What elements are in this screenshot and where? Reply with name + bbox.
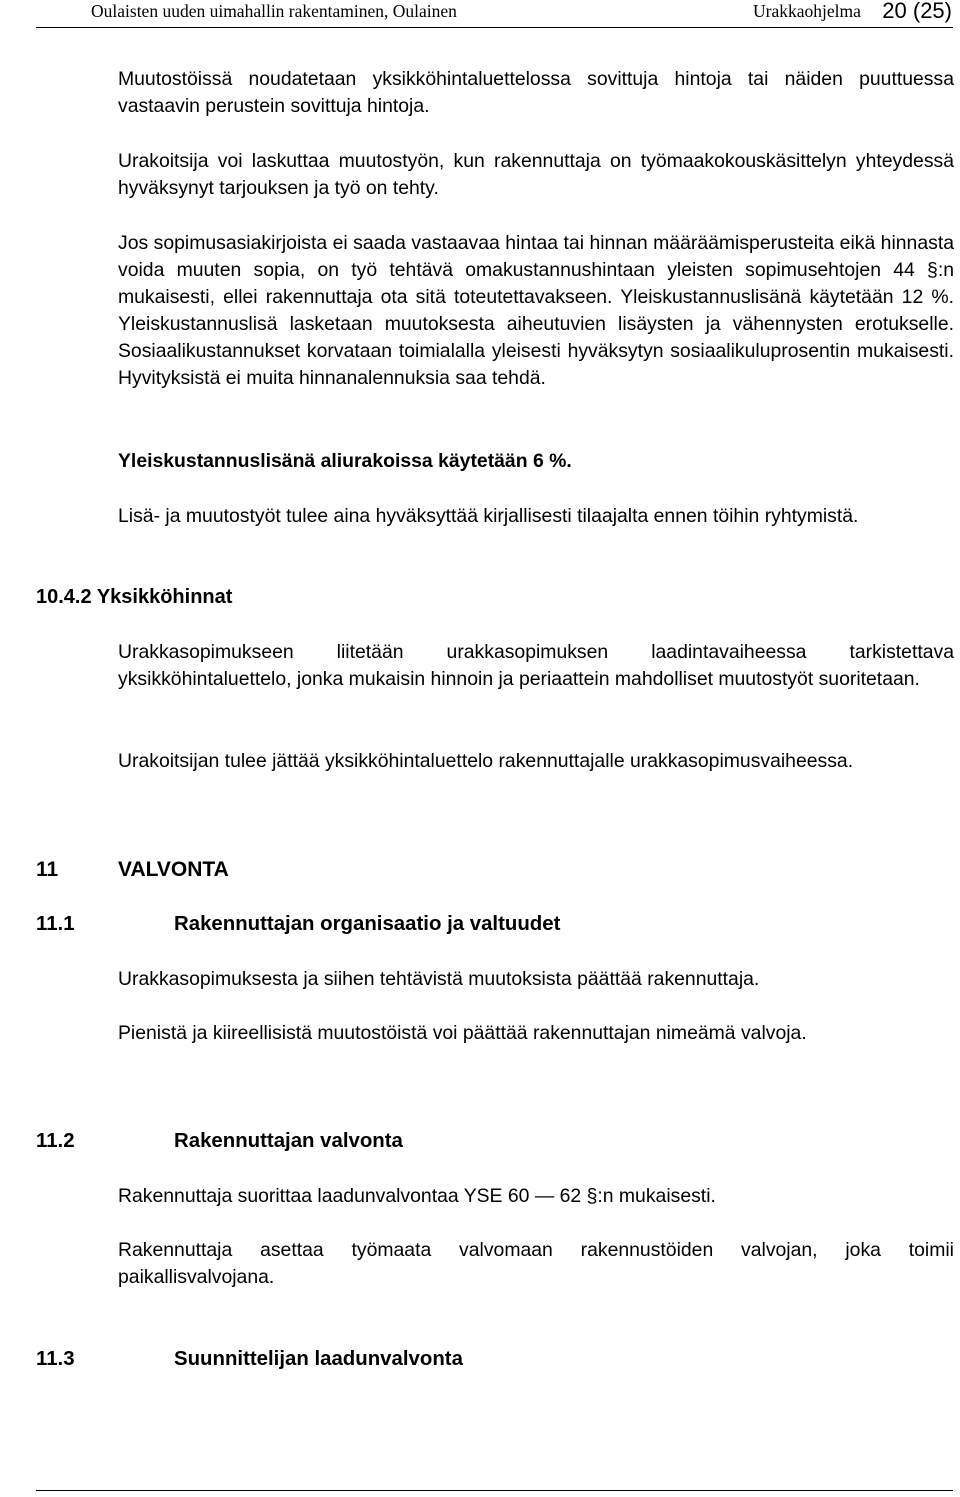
heading-11-1	[36, 911, 560, 938]
footer-rule	[36, 1490, 953, 1491]
paragraph-minor-changes: Pienistä ja kiireellisistä muutostöistä voi päättää rakennuttajan nimeämä valvoja.	[118, 1022, 807, 1044]
paragraph-unit-prices: Muutostöissä noudatetaan yksikköhintaluettelossa sovittuja hintoja tai näiden puuttuessa vastaavin perustein sovittuja hintoja.	[118, 68, 954, 117]
heading-title: VALVONTA	[118, 858, 229, 881]
heading-title: Suunnittelijan laadunvalvonta	[174, 1348, 463, 1370]
header-document-title: Oulaisten uuden uimahallin rakentaminen, Oulainen	[91, 1, 457, 21]
paragraph-subcontract-overhead: Yleiskustannuslisänä aliurakoissa käytetään 6 %.	[118, 450, 572, 472]
heading-number: 11.1	[36, 913, 75, 935]
heading-title: Yksikköhinnat	[96, 586, 233, 608]
paragraph-invoicing: Urakoitsija voi laskuttaa muutostyön, kun rakennuttaja on työmaakokouskäsittelyn yhteydessä hyväksynyt tarjouksen ja työ on tehty.	[118, 150, 954, 199]
paragraph-decision-authority: Urakkasopimuksesta ja siihen tehtävistä muutoksista päättää rakennuttaja.	[118, 968, 760, 990]
heading-11	[36, 856, 229, 883]
heading-11-3	[36, 1346, 463, 1373]
heading-number: 11	[36, 858, 59, 881]
heading-title: Rakennuttajan valvonta	[174, 1130, 403, 1152]
paragraph-submit-price-list: Urakoitsijan tulee jättää yksikköhintaluettelo rakennuttajalle urakkasopimusvaiheessa.	[118, 750, 854, 772]
header-document-type: Urakkaohjelma	[753, 1, 861, 21]
paragraph-cost-basis: Jos sopimusasiakirjoista ei saada vastaavaa hintaa tai hinnan määräämisperusteita eikä hinnasta voida muuten sopia, on työ tehtävä omakustannushintaan yleisten sopimusehtojen 44 §:n mukaisesti, ellei rakennuttaja ota sitä toteutettavakseen. Yleiskustannuslisänä käytetään 12 %. Yleiskustannuslisä lasketaan muutoksesta aiheutuvien lisäysten ja vähennysten erotukselle. Sosiaalikustannukset korvataan toimialalla yleisesti hyväksytyn sosiaalikuluprosentin mukaisesti. Hyvityksistä ei muita hinnanalennuksia saa tehdä.	[118, 232, 954, 389]
header-page-number: 20 (25)	[882, 0, 952, 23]
heading-title: Rakennuttajan organisaatio ja valtuudet	[174, 913, 561, 935]
paragraph-quality-control: Rakennuttaja suorittaa laadunvalvontaa YSE 60 — 62 §:n mukaisesti.	[118, 1185, 716, 1207]
heading-11-2	[36, 1128, 403, 1155]
paragraph-site-supervisor: Rakennuttaja asettaa työmaata valvomaan rakennustöiden valvojan, joka toimii paikallisvalvojana.	[118, 1239, 954, 1288]
heading-number: 10.4.2	[36, 586, 92, 608]
paragraph-written-approval: Lisä- ja muutostyöt tulee aina hyväksyttää kirjallisesti tilaajalta ennen töihin ryhtymistä.	[118, 505, 859, 527]
heading-number: 11.3	[36, 1348, 75, 1370]
page-header	[36, 0, 953, 28]
paragraph-unit-price-list: Urakkasopimukseen liitetään urakkasopimuksen laadintavaiheessa tarkistettava yksikköhintaluettelo, jonka mukaisin hinnoin ja periaattein mahdolliset muutostyöt suoritetaan.	[118, 641, 954, 690]
heading-number: 11.2	[36, 1130, 75, 1152]
heading-10-4-2	[36, 584, 232, 611]
